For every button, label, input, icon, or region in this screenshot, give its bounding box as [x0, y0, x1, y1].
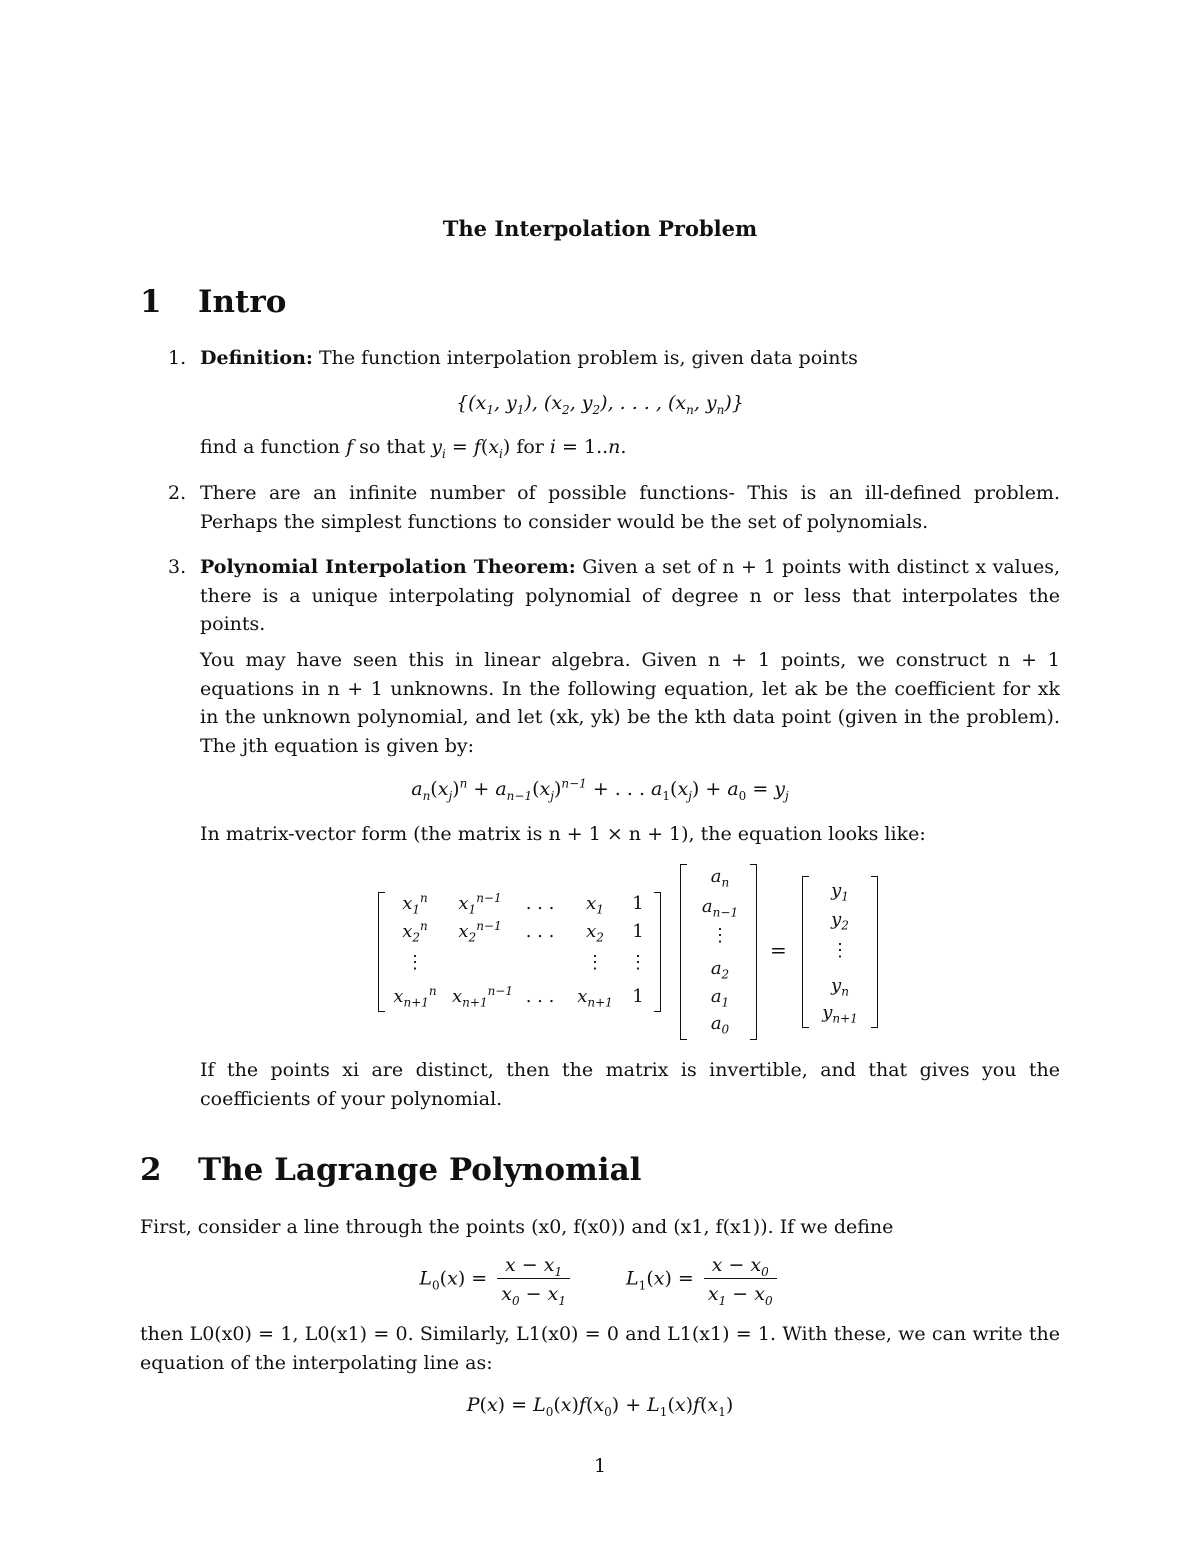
rhs-cell: $y_2$: [831, 909, 849, 933]
item-3-number: 3.: [168, 556, 187, 578]
jth-equation: $a_n(x_j)^n + a_{n-1}(x_j)^{n-1}$ + . . . $a_1(x_j) + a_0 = y_j$: [411, 776, 789, 803]
item-1-text: The function interpolation problem is, given data points: [318, 347, 858, 369]
item-3-text: Given a set of n + 1 points with distinct x values, there is a unique interpolating polynomial of degree n or less that interpolates the points.: [200, 556, 1060, 635]
item-3-para3: In matrix-vector form (the matrix is n + 1 × n + 1), the equation looks like:: [200, 823, 926, 845]
matrix-cell: $x_1^n$: [402, 891, 428, 917]
unknowns-right-bracket: [750, 864, 757, 1040]
item-3-para4: If the points xi are distinct, then the matrix is invertible, and that gives you the coefficients of your polynomial.: [200, 1059, 1060, 1110]
section-2-intro: First, consider a line through the points (x0, f(x0)) and (x1, f(x1)). If we define: [140, 1216, 894, 1238]
matrix-cell: . . .: [525, 921, 555, 942]
rhs-left-bracket: [802, 876, 809, 1028]
rhs-right-bracket: [871, 876, 878, 1028]
matrix-cell: . . .: [525, 893, 555, 914]
data-points-set: {($x_1$, $y_1$), ($x_2$, $y_2$), . . . , ($x_n$, $y_n$)}: [456, 392, 744, 417]
section-2-then-text: then L0(x0) = 1, L0(x1) = 0. Similarly, L1(x0) = 0 and L1(x1) = 1. With these, we can write the equation of the interpolating line as:: [140, 1323, 1060, 1374]
lagrange-basis-defs: $L_0(x)$ = $\frac{x - x_1}{x_0 - x_1}$ $L_1(x)$ = $\frac{x - x_0}{x_1 - x_0}$: [0, 1254, 1200, 1305]
item-1-label: Definition:: [200, 347, 313, 369]
unknown-cell: $a_2$: [710, 958, 730, 982]
page-number: 1: [593, 1455, 607, 1477]
matrix-right-bracket: [654, 892, 661, 1012]
item-3-label: Polynomial Interpolation Theorem:: [200, 556, 576, 578]
item-3-theorem: [200, 553, 1060, 639]
unknown-cell: $a_n$: [710, 866, 730, 890]
section-2-number: 2: [140, 1152, 162, 1188]
matrix-cell: ⋮: [586, 952, 604, 973]
matrix-cell: $x_{n+1}$: [577, 986, 613, 1010]
equals-sign: =: [770, 938, 787, 962]
section-2-title: The Lagrange Polynomial: [198, 1152, 642, 1188]
matrix-cell: 1: [632, 921, 644, 942]
item-1-number: 1.: [168, 347, 187, 369]
matrix-left-bracket: [378, 892, 385, 1012]
matrix-cell: $x_1$: [586, 893, 604, 917]
rhs-cell: ⋮: [831, 940, 849, 961]
unknown-cell: $a_0$: [710, 1013, 730, 1037]
unknown-cell: $a_1$: [710, 986, 730, 1010]
item-2-text: There are an infinite number of possible functions- This is an ill-defined problem. Perhaps the simplest functions to consider would be the set of polynomials.: [200, 482, 1060, 533]
rhs-cell: $y_{n+1}$: [822, 1002, 858, 1026]
item-2-number: 2.: [168, 482, 187, 504]
matrix-cell: 1: [632, 986, 644, 1007]
item-1-after: find a function f so that $y_i = f(x_i)$ for i = 1..n.: [200, 436, 627, 461]
item-3-para2: You may have seen this in linear algebra. Given n + 1 points, we construct n + 1 equations in n + 1 unknowns. In the following equation, let ak be the coefficient for xk in the unknown polynomial, and let (xk, yk) be the kth data point (given in the problem). The jth equation is given by:: [200, 649, 1060, 757]
matrix-cell: $x_2^{n-1}$: [458, 919, 502, 945]
matrix-cell: $x_1^{n-1}$: [458, 891, 502, 917]
item-1-definition: [200, 344, 1060, 373]
matrix-cell: $x_2^n$: [402, 919, 428, 945]
section-1-title: Intro: [198, 284, 287, 320]
matrix-cell: ⋮: [629, 952, 647, 973]
rhs-cell: $y_1$: [831, 880, 849, 904]
matrix-cell: . . .: [525, 986, 555, 1007]
section-1-number: 1: [140, 284, 162, 320]
unknown-cell: ⋮: [711, 925, 729, 946]
matrix-cell: ⋮: [406, 952, 424, 973]
interpolating-line-equation: $P(x) = L_0(x)f(x_0) + L_1(x)f(x_1)$: [466, 1394, 734, 1419]
matrix-cell: 1: [632, 893, 644, 914]
matrix-cell: $x_{n+1}^n$: [393, 984, 437, 1010]
matrix-cell: $x_2$: [586, 921, 604, 945]
document-title: The Interpolation Problem: [442, 216, 758, 241]
unknown-cell: $a_{n-1}$: [701, 896, 739, 920]
unknowns-left-bracket: [680, 864, 687, 1040]
matrix-cell: $x_{n+1}^{n-1}$: [452, 984, 513, 1010]
rhs-cell: $y_n$: [831, 975, 849, 999]
